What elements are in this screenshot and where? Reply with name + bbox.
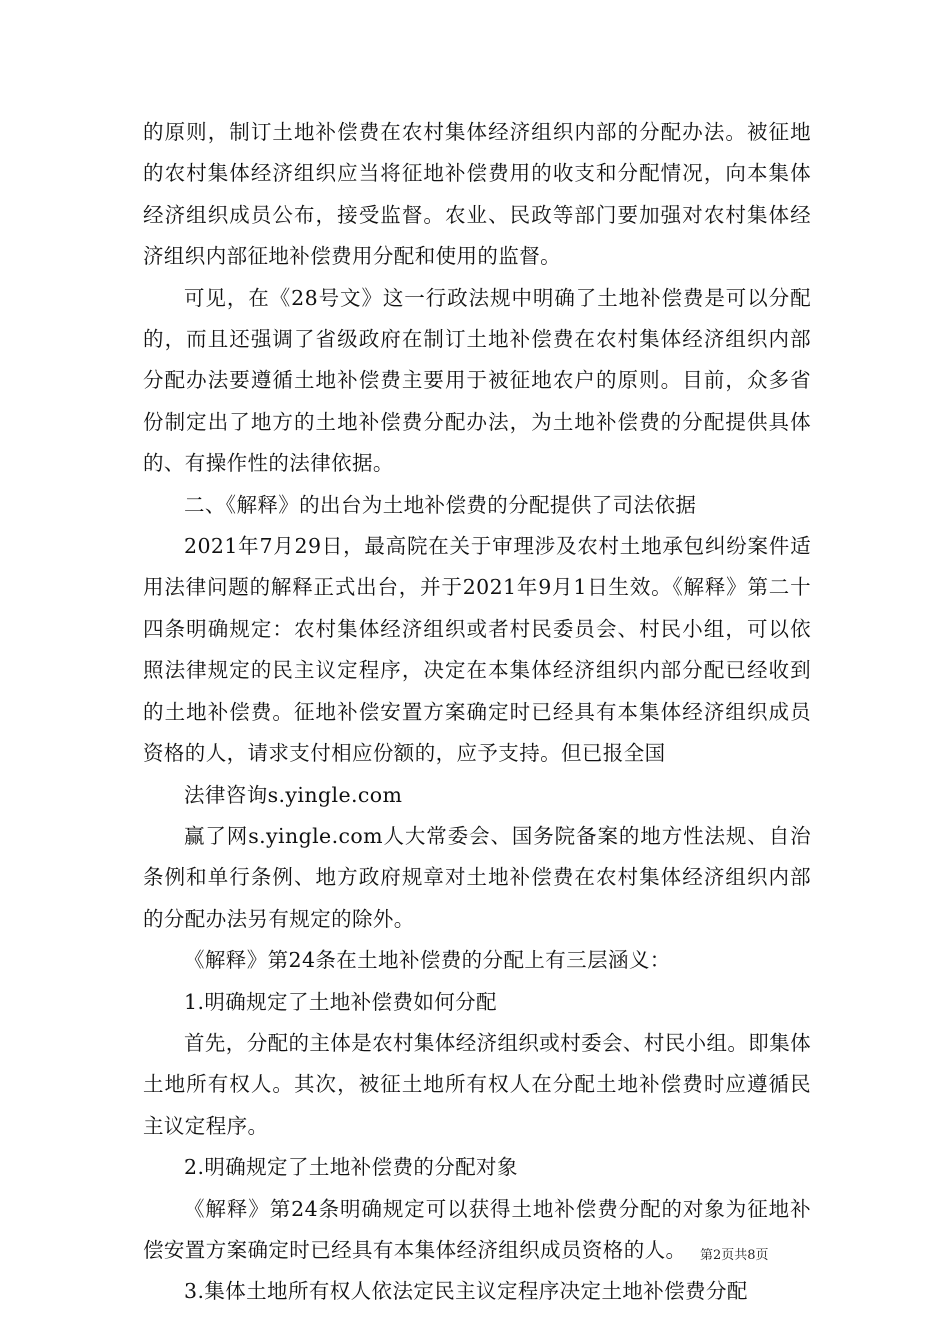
paragraph-4: 2021年7月29日，最高院在关于审理涉及农村土地承包纠纷案件适用法律问题的解释正式出台，并于2021年9月1日生效。《解释》第二十四条明确规定：农村集体经济组织或者村民委员会、村民小组，可以依照法律规定的民主议定程序，决定在本集体经济组织内部分配已经收到的土地补偿费。征地补偿安置方案确定时已经具有本集体经济组织成员资格的人，请求支付相应份额的，应予支持。但已报全国 (143, 534, 811, 766)
paragraph-2: 可见，在《28号文》这一行政法规中明确了土地补偿费是可以分配的，而且还强调了省级政府在制订土地补偿费在农村集体经济组织内部分配办法要遵循土地补偿费主要用于被征地农户的原则。目前，众多省份制定出了地方的土地补偿费分配办法，为土地补偿费的分配提供具体的、有操作性的法律依据。 (143, 285, 811, 476)
list-item-2-heading: 2.明确规定了土地补偿费的分配对象 (184, 1155, 518, 1180)
paragraph-6: 赢了网s.yingle.com人大常委会、国务院备案的地方性法规、自治条例和单行条例、地方政府规章对土地补偿费在农村集体经济组织内部的分配办法另有规定的除外。 (143, 823, 811, 931)
document-body (143, 112, 811, 1313)
paragraph-11: 《解释》第24条明确规定可以获得土地补偿费分配的对象为征地补偿安置方案确定时已经具有本集体经济组织成员资格的人。 (143, 1196, 811, 1262)
paragraph-1: 的原则，制订土地补偿费在农村集体经济组织内部的分配办法。被征地的农村集体经济组织应当将征地补偿费用的收支和分配情况，向本集体经济组织成员公布，接受监督。农业、民政等部门要加强对农村集体经济组织内部征地补偿费用分配和使用的监督。 (143, 120, 811, 269)
page-number-footer: 第2页共8页 (700, 1248, 769, 1263)
paragraph-9: 首先，分配的主体是农村集体经济组织或村委会、村民小组。即集体土地所有权人。其次，被征土地所有权人在分配土地补偿费时应遵循民主议定程序。 (143, 1030, 811, 1138)
list-item-3-heading: 3.集体土地所有权人依法定民主议定程序决定土地补偿费分配 (184, 1279, 748, 1304)
paragraph-7: 《解释》第24条在土地补偿费的分配上有三层涵义： (184, 948, 671, 973)
paragraph-5: 法律咨询s.yingle.com (184, 782, 403, 807)
section-heading-2: 二、《解释》的出台为土地补偿费的分配提供了司法依据 (184, 492, 697, 517)
list-item-1-heading: 1.明确规定了土地补偿费如何分配 (184, 989, 497, 1014)
